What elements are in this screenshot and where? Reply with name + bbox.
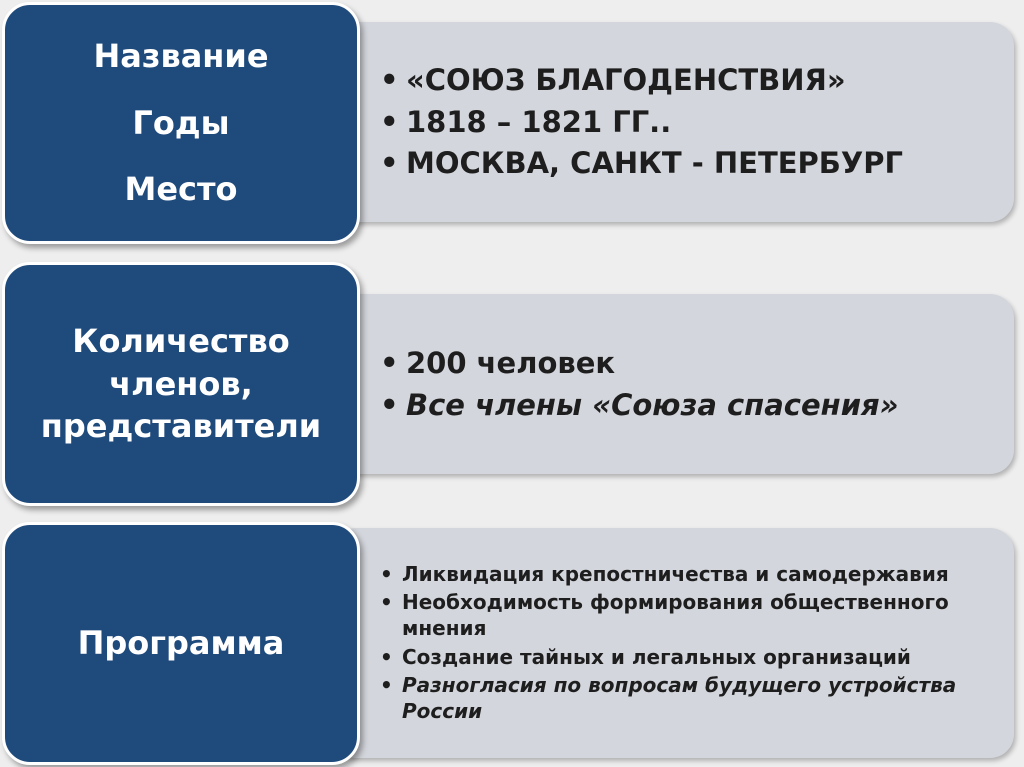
label-years: Годы <box>132 103 230 142</box>
list-item: • 200 человек <box>380 346 1002 381</box>
list-item: • 1818 – 1821 ГГ.. <box>380 105 1002 140</box>
content-box-name-years-place <box>332 22 1014 222</box>
list-item: • Все члены «Союза спасения» <box>380 388 1002 423</box>
label-name: Название <box>93 37 269 76</box>
row-members <box>0 262 1024 512</box>
row-name-years-place <box>0 0 1024 250</box>
bullet-list <box>380 339 1002 430</box>
label-box-members <box>2 262 360 506</box>
label-place: Место <box>124 170 238 209</box>
content-box-members <box>332 294 1014 474</box>
row-program <box>0 522 1024 767</box>
list-item: • Необходимость формирования общественного мнения <box>380 590 1002 641</box>
label-program: Программа <box>77 624 285 663</box>
content-box-program <box>332 528 1014 758</box>
list-item: • Создание тайных и легальных организаций <box>380 645 1002 671</box>
label-members-line-2: членов, <box>109 364 253 403</box>
label-members-line-3: представители <box>40 407 322 446</box>
list-item: • Разногласия по вопросам будущего устройства России <box>380 673 1002 724</box>
list-item: • «СОЮЗ БЛАГОДЕНСТВИЯ» <box>380 63 1002 98</box>
label-box-name-years-place <box>2 2 360 244</box>
label-members-line-1: Количество <box>72 322 290 361</box>
bullet-list <box>380 559 1002 728</box>
list-item: • Ликвидация крепостничества и самодержавия <box>380 562 1002 588</box>
list-item: • МОСКВА, САНКТ - ПЕТЕРБУРГ <box>380 146 1002 181</box>
label-box-program <box>2 522 360 765</box>
bullet-list <box>380 56 1002 188</box>
